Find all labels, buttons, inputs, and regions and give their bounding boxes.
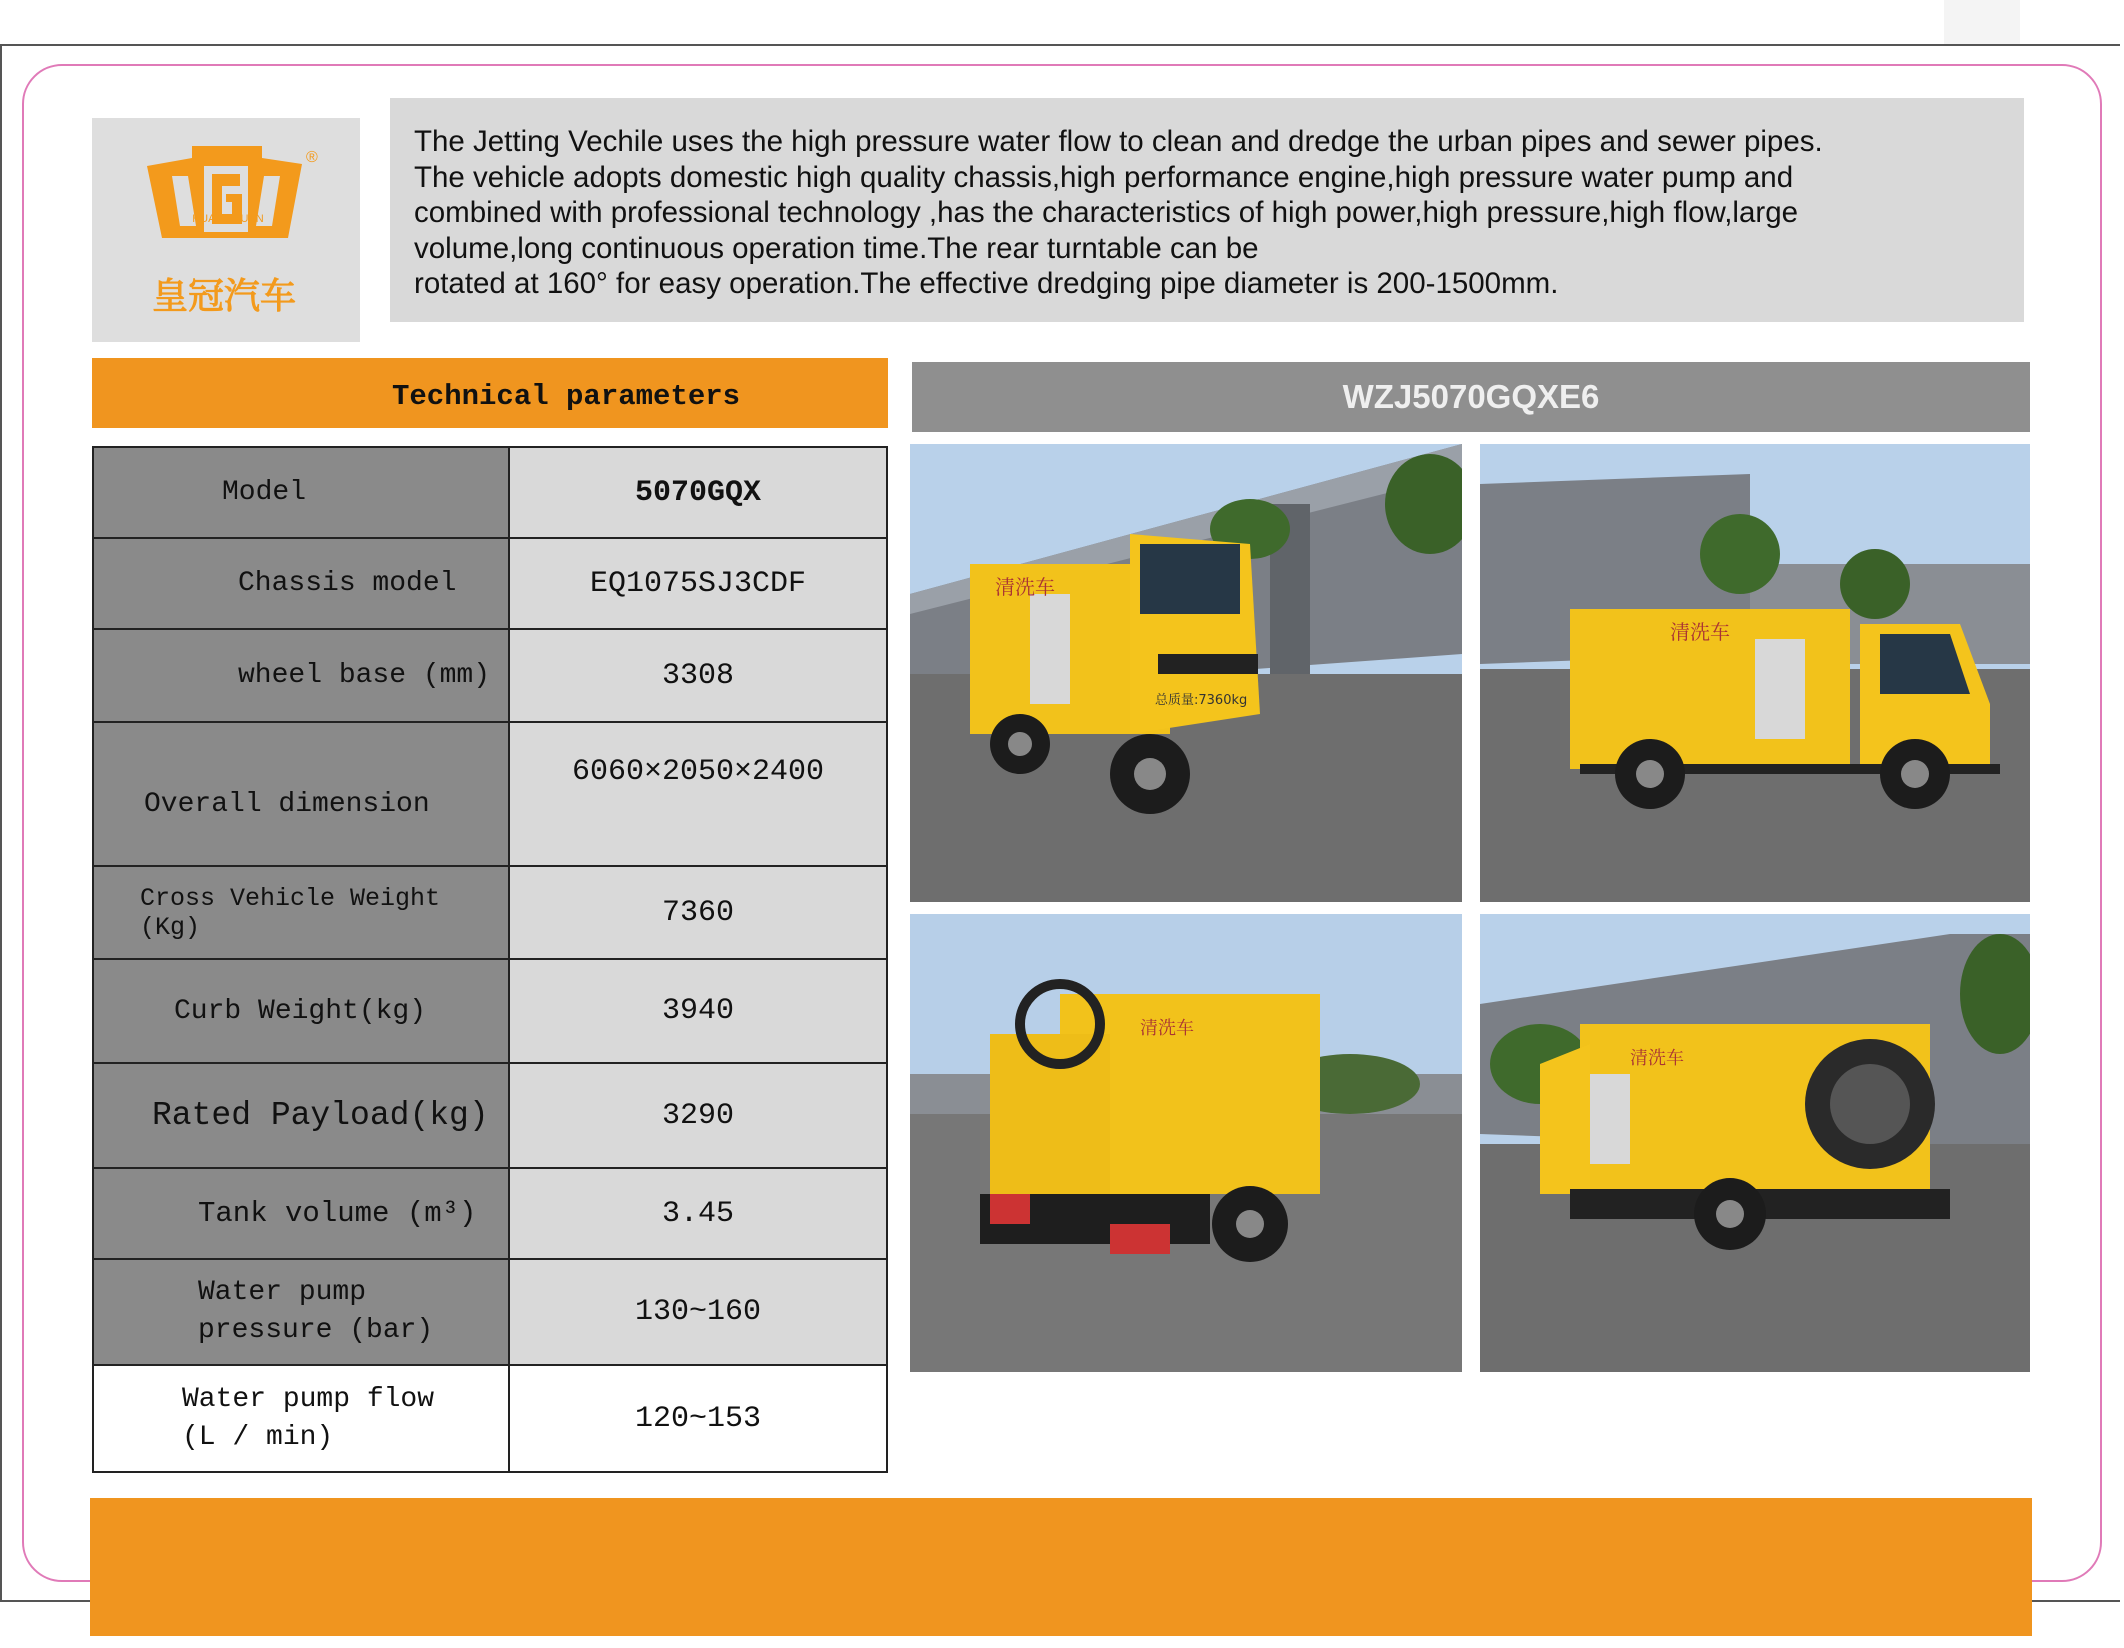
param-value: 7360 <box>661 895 734 930</box>
param-label-cell <box>93 1063 509 1168</box>
param-value: 6060×2050×2400 <box>571 755 825 789</box>
truck-side-text: 清洗车 <box>1140 1018 1194 1039</box>
param-label-line: Water pump flow <box>182 1383 435 1415</box>
param-value-cell <box>509 1365 887 1472</box>
table-row <box>93 1168 887 1259</box>
truck-photo-side <box>1480 444 2030 902</box>
table-row <box>93 447 887 538</box>
param-value: EQ1075SJ3CDF <box>589 566 807 601</box>
param-value: 130~160 <box>634 1295 762 1329</box>
param-label: wheel base (mm) <box>238 660 491 691</box>
param-label: Cross Vehicle Weight (Kg) <box>140 883 441 942</box>
param-label-line: Water pump <box>198 1277 367 1308</box>
param-value: 3290 <box>661 1098 734 1133</box>
param-label-line: (L / min) <box>182 1421 334 1453</box>
param-label-line: pressure (bar) <box>198 1315 434 1346</box>
description-line: combined with professional technology ,has the characteristics of high power,high pressure,high flow,large <box>414 196 1799 229</box>
param-label-cell <box>93 629 509 722</box>
table-row <box>93 959 887 1063</box>
truck-photo-rear-right <box>1480 914 2030 1372</box>
param-label: Overall dimension <box>144 788 430 820</box>
param-value-cell <box>509 722 887 866</box>
footer-bar <box>90 1498 2032 1636</box>
crown-logo-icon <box>92 118 360 342</box>
param-value: 5070GQX <box>634 475 762 510</box>
truck-side-text: 清洗车 <box>1670 620 1730 644</box>
description-line: volume,long continuous operation time.The rear turntable can be <box>414 231 1259 265</box>
table-row <box>93 1259 887 1365</box>
param-value: 3940 <box>661 994 734 1028</box>
param-label-cell <box>93 722 509 866</box>
model-code-bar <box>912 362 2030 432</box>
table-row <box>93 1365 887 1472</box>
param-value: 3.45 <box>661 1196 734 1231</box>
truck-side-text: 清洗车 <box>1630 1048 1684 1069</box>
param-label-cell <box>93 1365 509 1472</box>
truck-photo-rear-left <box>910 914 1462 1372</box>
corner-mark <box>1944 0 2020 44</box>
table-row <box>93 538 887 629</box>
technical-parameters-title: Technical parameters <box>392 380 741 413</box>
truck-weight-text: 总质量:7360kg <box>1155 693 1248 708</box>
description-line: The vehicle adopts domestic high quality chassis,high performance engine,high pressure water pump and <box>414 160 1794 194</box>
logo-chinese-text: 皇冠汽车 <box>151 276 297 317</box>
param-value-cell <box>509 1063 887 1168</box>
param-value-cell <box>509 1259 887 1365</box>
parameters-table <box>92 446 888 1473</box>
brand-logo <box>92 118 360 342</box>
description-line: The Jetting Vechile uses the high pressure water flow to clean and dredge the urban pipes and sewer pipes. <box>414 125 1823 158</box>
truck-photo-front <box>910 444 1462 902</box>
param-label: Chassis model <box>238 568 457 599</box>
truck-side-text: 清洗车 <box>995 575 1055 599</box>
param-value: 120~153 <box>634 1401 762 1436</box>
logo-latin-text: HUANGGUAN <box>192 213 264 225</box>
param-label-cell <box>93 447 509 538</box>
param-value: 3308 <box>661 658 734 693</box>
description-line: rotated at 160° for easy operation.The effective dredging pipe diameter is 200-1500mm. <box>414 267 1559 300</box>
param-label: Curb Weight(kg) <box>174 995 427 1027</box>
param-label: Tank volume (m³) <box>198 1197 477 1230</box>
table-row <box>93 722 887 866</box>
table-row <box>93 1063 887 1168</box>
param-value-cell <box>509 538 887 629</box>
param-label-cell <box>93 538 509 629</box>
param-value-cell <box>509 959 887 1063</box>
param-value-cell <box>509 1168 887 1259</box>
param-label-cell <box>93 959 509 1063</box>
param-label: Model <box>222 477 307 508</box>
param-label-cell <box>93 866 509 959</box>
param-label-cell <box>93 1168 509 1259</box>
param-value-cell <box>509 866 887 959</box>
param-value-cell <box>509 447 887 538</box>
param-label: Rated Payload(kg) <box>152 1097 489 1134</box>
table-row <box>93 866 887 959</box>
table-row <box>93 629 887 722</box>
param-value-cell <box>509 629 887 722</box>
vehicle-description <box>390 98 2024 322</box>
technical-parameters-header <box>92 358 888 428</box>
trademark-mark: ® <box>306 149 318 166</box>
param-label-cell <box>93 1259 509 1365</box>
model-code: WZJ5070GQXE6 <box>1342 378 1600 415</box>
